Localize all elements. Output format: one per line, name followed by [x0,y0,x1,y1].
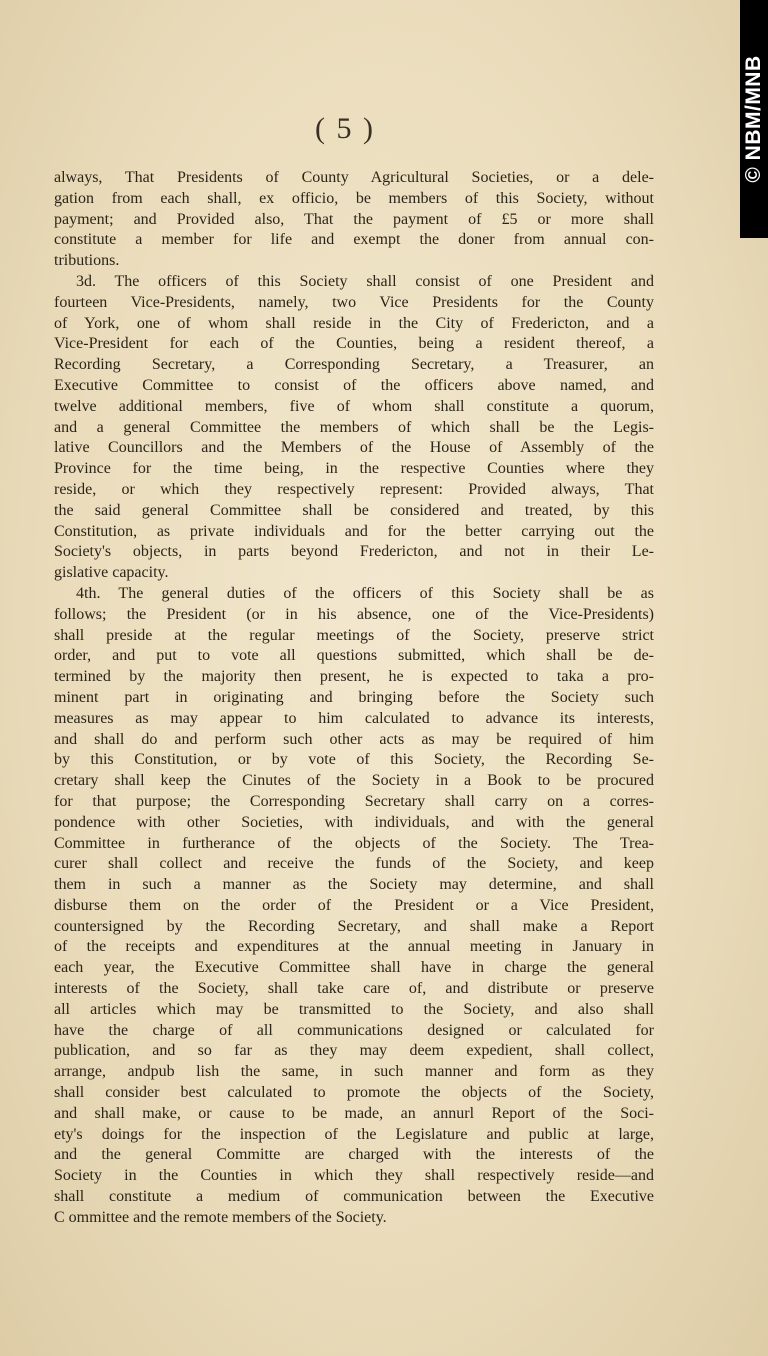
text-line: and shall make, or cause to be made, an annurl Report of the Soci- [54,1104,654,1122]
text-line: payment; and Provided also, That the payment of £5 or more shall [54,210,654,228]
text-line: minent part in originating and bringing before the Society such [54,688,654,706]
text-line: lative Councillors and the Members of the House of Assembly of the [54,439,654,457]
text-line: shall preside at the regular meetings of the Society, preserve strict [54,626,654,644]
text-line: tributions. [54,252,120,270]
text-line: all articles which may be transmitted to the Society, and also shall [54,1000,654,1018]
text-line: and the general Committe are charged with the interests of the [54,1146,654,1164]
text-line: publication, and so far as they may deem expedient, shall collect, [54,1042,654,1060]
text-line: them in such a manner as the Society may determine, and shall [54,876,654,894]
text-line: Society's objects, in parts beyond Fredericton, and not in their Le- [54,543,654,561]
text-line: shall constitute a medium of communication between the Executive [54,1188,654,1206]
text-line: and shall do and perform such other acts as may be required of him [54,730,654,748]
text-line: twelve additional members, five of whom shall constitute a quorum, [54,397,654,415]
text-line: of the receipts and expenditures at the annual meeting in January in [54,938,654,956]
text-line: 4th. The general duties of the officers of this Society shall be as [76,584,654,602]
text-line: shall consider best calculated to promote the objects of the Society, [54,1084,654,1102]
text-line: always, That Presidents of County Agricultural Societies, or a dele- [54,169,654,186]
text-line: for that purpose; the Corresponding Secretary shall carry on a corres- [54,792,654,810]
text-line: of York, one of whom shall reside in the City of Fredericton, and a [54,314,654,332]
text-line: cretary shall keep the Cinutes of the Society in a Book to be procured [54,772,654,790]
text-line: arrange, andpub lish the same, in such manner and form as they [54,1063,654,1081]
text-line: ety's doings for the inspection of the Legislature and public at large, [54,1125,654,1143]
body-text [54,168,654,1229]
text-line: pondence with other Societies, with individuals, and with the general [54,813,654,831]
text-line: reside, or which they respectively represent: Provided always, That [54,480,654,498]
text-line: termined by the majority then present, he is expected to taka a pro- [54,668,654,686]
text-line: Vice-President for each of the Counties, being a resident thereof, a [54,335,654,353]
watermark-text: © NBM/MNB [742,55,765,183]
text-line: interests of the Society, shall take care of, and distribute or preserve [54,980,654,998]
text-line: the said general Committee shall be considered and treated, by this [54,501,654,519]
text-line: follows; the President (or in his absence, one of the Vice-Presidents) [54,605,654,623]
copyright-watermark [740,0,768,238]
text-line: Executive Committee to consist of the officers above named, and [54,376,654,394]
text-line: fourteen Vice-Presidents, namely, two Vice Presidents for the County [54,293,654,311]
text-line: Constitution, as private individuals and for the better carrying out the [54,522,654,540]
text-line: Province for the time being, in the respective Counties where they [54,460,654,478]
text-line: order, and put to vote all questions submitted, which shall be de- [54,647,654,665]
text-line: Recording Secretary, a Corresponding Secretary, a Treasurer, an [54,356,654,374]
text-line: curer shall collect and receive the funds of the Society, and keep [54,855,654,873]
text-line: Society in the Counties in which they shall respectively reside—and [54,1167,654,1185]
text-line: and a general Committee the members of which shall be the Legis- [54,418,654,436]
text-line: 3d. The officers of this Society shall consist of one President and [76,272,654,290]
text-line: disburse them on the order of the President or a Vice President, [54,896,654,914]
text-line: gislative capacity. [54,564,169,582]
text-line: constitute a member for life and exempt the doner from annual con- [54,231,654,249]
text-line: each year, the Executive Committee shall have in charge the general [54,959,654,977]
text-line: gation from each shall, ex officio, be members of this Society, without [54,189,654,207]
text-line: have the charge of all communications designed or calculated for [54,1021,654,1039]
text-line: measures as may appear to him calculated to advance its interests, [54,709,654,727]
text-line: C ommittee and the remote members of the Society. [54,1208,387,1226]
text-line: by this Constitution, or by vote of this Society, the Recording Se- [54,751,654,769]
text-line: Committee in furtherance of the objects of the Society. The Trea- [54,834,654,852]
page-number: ( 5 ) [315,112,375,145]
text-line: countersigned by the Recording Secretary, and shall make a Report [54,917,654,935]
